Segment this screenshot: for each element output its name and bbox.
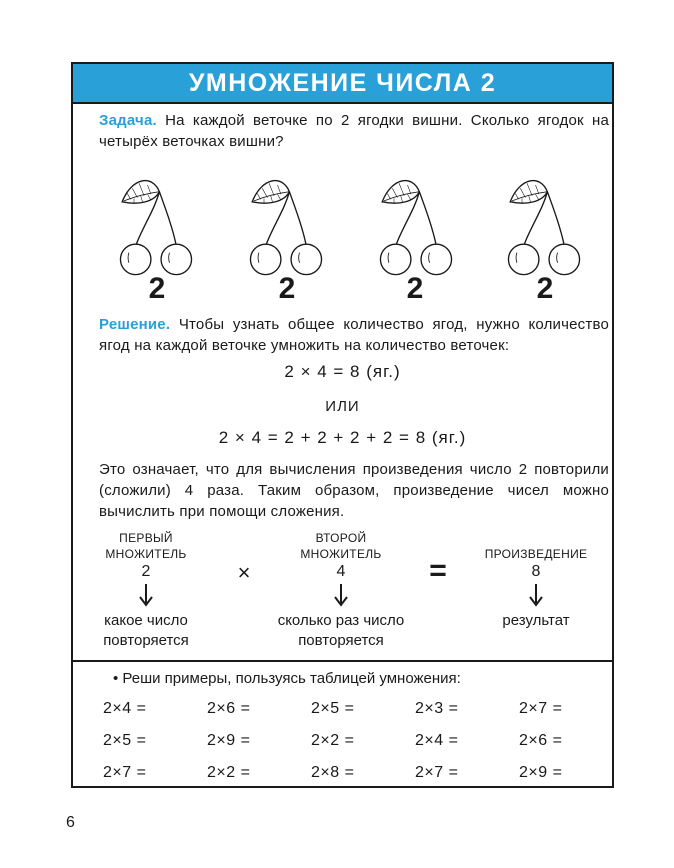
exercise-item: 2×8 = — [311, 764, 355, 781]
arrow-down-icon — [334, 583, 348, 607]
first-factor-label-line2: МНОЖИТЕЛЬ — [105, 547, 187, 561]
second-factor-label-line1: ВТОРОЙ — [315, 531, 367, 545]
cherry-branch-icon — [499, 168, 589, 278]
second-factor-column — [261, 530, 421, 651]
exercise-item: 2×9 = — [519, 764, 563, 781]
solution-label: Решение. — [99, 316, 171, 333]
exercise-item: 2×4 = — [103, 700, 147, 717]
product-column — [473, 546, 599, 631]
cherry-count: 2 — [278, 272, 296, 305]
exercise-item: 2×5 = — [103, 732, 147, 749]
second-factor-desc-line2: повторяется — [298, 632, 384, 649]
first-factor-value: 2 — [141, 563, 151, 580]
exercise-item: 2×4 = — [415, 732, 459, 749]
exercise-item: 2×2 = — [207, 764, 251, 781]
first-factor-column — [91, 530, 201, 651]
solution-paragraph — [99, 314, 609, 356]
exercise-item: 2×3 = — [415, 700, 459, 717]
page-number: 6 — [66, 814, 75, 831]
title-bar — [73, 64, 612, 104]
section-divider — [73, 660, 612, 662]
equals-sign: = — [429, 554, 447, 587]
page-title: УМНОЖЕНИЕ ЧИСЛА 2 — [188, 68, 497, 97]
exercise-item: 2×2 = — [311, 732, 355, 749]
times-sign: × — [237, 560, 251, 585]
task-text: На каждой веточке по 2 ягодки вишни. Сколько ягодок на четырёх веточках вишни? — [99, 112, 609, 150]
or-word: ИЛИ — [325, 398, 360, 415]
cherry-count: 2 — [536, 272, 554, 305]
cherry-count: 2 — [148, 272, 166, 305]
exercise-item: 2×5 = — [311, 700, 355, 717]
task-paragraph — [99, 110, 609, 152]
explanation-paragraph: Это означает, что для вычисления произведения число 2 повторили (сложили) 4 раза. Таким образом, произведение чисел можно вычислить при помощи сложения. — [99, 461, 609, 520]
first-factor-desc-line2: повторяется — [103, 632, 189, 649]
exercise-instruction: • Реши примеры, пользуясь таблицей умножения: — [113, 670, 461, 687]
arrow-down-icon — [529, 583, 543, 607]
second-factor-value: 4 — [336, 563, 346, 580]
equation-1: 2 × 4 = 8 (яг.) — [284, 362, 401, 381]
product-value: 8 — [531, 563, 541, 580]
cherry-branch-icon — [241, 168, 331, 278]
first-factor-desc-line1: какое число — [104, 612, 188, 629]
first-factor-label-line1: ПЕРВЫЙ — [119, 531, 173, 545]
arrow-down-icon — [139, 583, 153, 607]
exercise-item: 2×6 = — [207, 700, 251, 717]
cherry-branch-icon — [111, 168, 201, 278]
exercise-item: 2×7 = — [103, 764, 147, 781]
second-factor-label-line2: МНОЖИТЕЛЬ — [300, 547, 382, 561]
cherry-branch-icon — [371, 168, 461, 278]
exercise-item: 2×7 = — [519, 700, 563, 717]
exercise-item: 2×9 = — [207, 732, 251, 749]
lesson-frame — [71, 62, 614, 788]
solution-text: Чтобы узнать общее количество ягод, нужно количество ягод на каждой веточке умножить на количество веточек: — [99, 316, 609, 354]
equation-2: 2 × 4 = 2 + 2 + 2 + 2 = 8 (яг.) — [218, 428, 467, 447]
cherry-count: 2 — [406, 272, 424, 305]
exercise-item: 2×6 = — [519, 732, 563, 749]
task-label: Задача. — [99, 112, 157, 129]
exercise-item: 2×7 = — [415, 764, 459, 781]
product-desc: результат — [502, 612, 570, 629]
product-label: ПРОИЗВЕДЕНИЕ — [484, 547, 588, 561]
second-factor-desc-line1: сколько раз число — [277, 612, 405, 629]
